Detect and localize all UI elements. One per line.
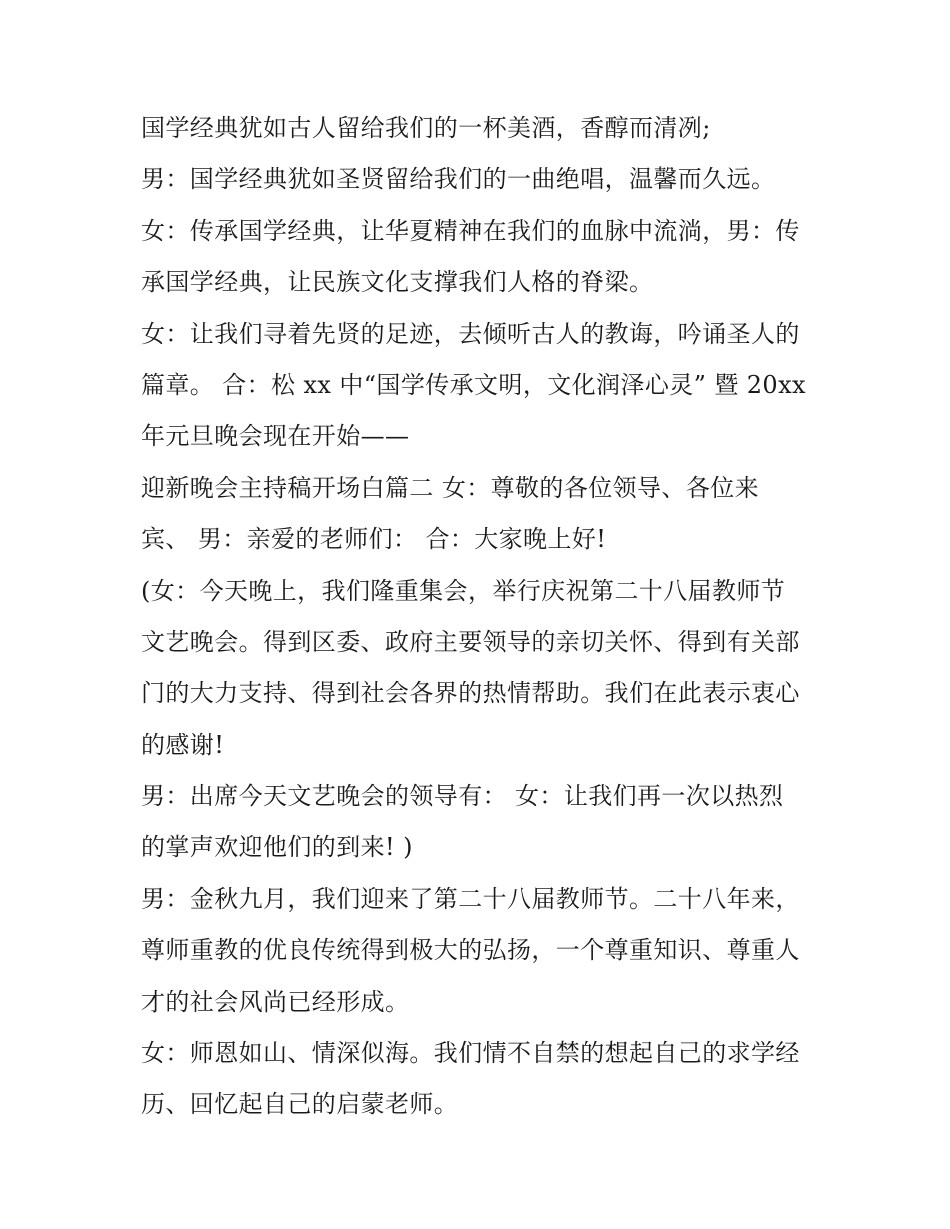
- text-line: 男：金秋九月，我们迎来了第二十八届教师节。二十八年来，: [141, 884, 800, 913]
- text-line: 承国学经典，让民族文化支撑我们人格的脊梁。: [141, 268, 654, 297]
- text-line: (女：今天晚上，我们隆重集会，举行庆祝第二十八届教师节: [141, 576, 786, 605]
- text-line: 女：让我们寻着先贤的足迹，去倾听古人的教诲，吟诵圣人的: [141, 319, 800, 348]
- text-line: 文艺晚会。得到区委、政府主要领导的亲切关怀、得到有关部: [141, 627, 800, 656]
- text-line: 尊师重教的优良传统得到极大的弘扬，一个尊重知识、尊重人: [141, 936, 800, 965]
- text-line: 年元旦晚会现在开始——: [141, 422, 410, 451]
- text-line: 门的大力支持、得到社会各界的热情帮助。我们在此表示衷心: [141, 679, 800, 708]
- text-line: 女：传承国学经典，让华夏精神在我们的血脉中流淌，男：传: [141, 216, 800, 245]
- text-line: 的感谢!: [141, 730, 225, 759]
- text-line: 国学经典犹如古人留给我们的一杯美酒，香醇而清冽;: [141, 114, 711, 142]
- text-line: 宾、 男：亲爱的老师们： 合：大家晚上好!: [141, 525, 607, 554]
- text-line: 的掌声欢迎他们的到来! ): [141, 833, 413, 862]
- text-line: 男：出席今天文艺晚会的领导有： 女：让我们再一次以热烈: [141, 782, 784, 811]
- text-line: 迎新晚会主持稿开场白篇二 女：尊敬的各位领导、各位来: [141, 473, 760, 502]
- document-body: [141, 103, 831, 1131]
- text-line: 男：国学经典犹如圣贤留给我们的一曲绝唱，温馨而久远。: [141, 165, 776, 194]
- text-line: 才的社会风尚已经形成。: [141, 987, 410, 1016]
- text-line: 历、回忆起自己的启蒙老师。: [141, 1090, 459, 1119]
- text-line: 女：师恩如山、情深似海。我们情不自禁的想起自己的求学经: [141, 1039, 800, 1068]
- text-line: 篇章。 合：松 xx 中“国学传承文明，文化润泽心灵” 暨 20xx: [141, 370, 806, 399]
